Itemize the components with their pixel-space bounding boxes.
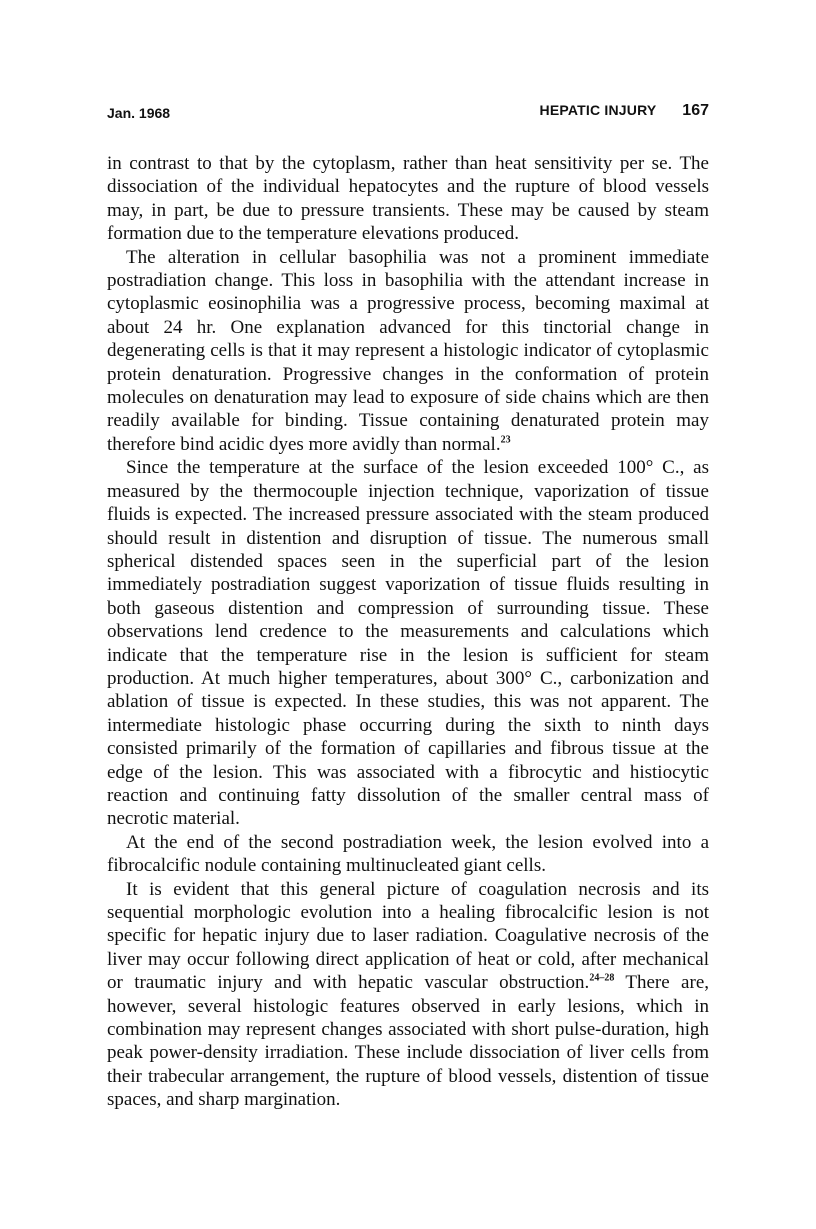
- paragraph-1: [107, 152, 709, 246]
- page-number: 167: [682, 102, 709, 119]
- article-body: [107, 152, 709, 1112]
- paragraph-2: [107, 246, 709, 457]
- issue-date: Jan. 1968: [107, 105, 171, 121]
- paragraph-4-text: At the end of the second postradiation week, the lesion evolved into a fibrocalcific nodule containing multinucleated giant cells.: [107, 831, 709, 877]
- running-title: HEPATIC INJURY: [539, 102, 657, 118]
- paragraph-2-text: The alteration in cellular basophilia was not a prominent immediate postradiation change. This loss in basophilia with the attendant increase in cytoplasmic eosinophilia was a progressive process, becoming maximal at about 24 hr. One explanation advanced for this tinctorial change in degenerating cells is that it may represent a histologic indicator of cytoplasmic protein denaturation. Progressive changes in the conformation of protein molecules on denaturation may lead to exposure of side chains which are then readily available for binding. Tissue containing denaturated protein may therefore bind acidic dyes more avidly than normal.: [107, 246, 709, 455]
- reference-marker: 23: [500, 434, 511, 446]
- page-header: [107, 102, 709, 126]
- header-right: [540, 102, 709, 120]
- reference-marker: 24–28: [589, 972, 615, 984]
- paragraph-4: [107, 831, 709, 878]
- paragraph-5-text-before: It is evident that this general picture of coagulation necrosis and its sequential morphologic evolution into a healing fibrocalcific lesion is not specific for hepatic injury due to laser radiation. Coagulative necrosis of the liver may occur following direct application of heat or cold, after mechanical or traumatic injury and with hepatic vascular obstruction.: [107, 878, 709, 994]
- paragraph-3-text: Since the temperature at the surface of the lesion exceeded 100° C., as measured by the thermocouple injection technique, vaporization of tissue fluids is expected. The increased pressure associated with the steam produced should result in distention and disruption of tissue. The numerous small spherical distended spaces seen in the superficial part of the lesion immediately postradiation suggest vaporization of tissue fluids resulting in both gaseous distention and compression of surrounding tissue. These observations lend credence to the measurements and calculations which indicate that the temperature rise in the lesion is sufficient for steam production. At much higher temperatures, about 300° C., carbonization and ablation of tissue is expected. In these studies, this was not apparent. The intermediate histologic phase occurring during the sixth to ninth days consisted primarily of the formation of capillaries and fibrous tissue at the edge of the lesion. This was associated with a fibrocytic and histiocytic reaction and continuing fatty dissolution of the smaller central mass of necrotic material.: [107, 457, 709, 830]
- paragraph-1-text: in contrast to that by the cytoplasm, rather than heat sensitivity per se. The dissociation of the individual hepatocytes and the rupture of blood vessels may, in part, be due to pressure transients. These may be caused by steam formation due to the temperature elevations produced.: [107, 153, 709, 245]
- paragraph-5-text-after: There are, however, several histologic features observed in early lesions, which in combination may represent changes associated with short pulse-duration, high peak power-density irradiation. These include dissociation of liver cells from their trabecular arrangement, the rupture of blood vessels, distention of tissue spaces, and sharp margination.: [107, 972, 709, 1111]
- paragraph-3: [107, 456, 709, 831]
- paragraph-5: [107, 878, 709, 1112]
